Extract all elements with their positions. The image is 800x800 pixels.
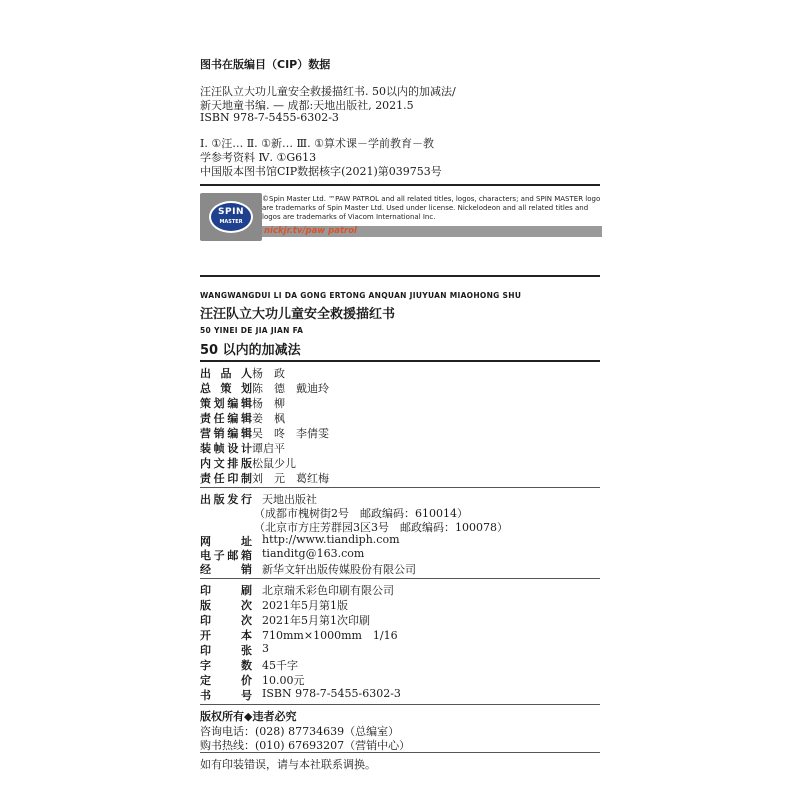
credit-label: 出 品 人 [200, 367, 252, 380]
book-title: 50 以内的加减法 [200, 343, 301, 358]
credit-label: 装 帧 设 计 [200, 442, 252, 455]
cip-line: 汪汪队立大功儿童安全救援描红书. 50以内的加减法/ [200, 85, 456, 98]
print-label: 定 价 [200, 674, 252, 687]
trademark-notice: ©Spin Master Ltd. ™PAW PATROL and all related titles, logos, characters; and SPIN MASTER logo are trademarks of Spin Master Ltd. Used under license. Nickelodeon and all related titles and logos are trademarks of Viacom International Inc. [262, 195, 601, 221]
credit-label: 策 划 编 辑 [200, 397, 252, 410]
publisher-label: 出 版 发 行 [200, 493, 252, 506]
credit-label: 责 任 印 制 [200, 472, 252, 485]
copyright-line: 版权所有◆违者必究 [200, 710, 297, 723]
credit-value: 杨 柳 [252, 397, 285, 410]
distributor-label: 经 销 [200, 563, 252, 576]
replacement-notice: 如有印装错误，请与本社联系调换。 [200, 758, 376, 771]
print-value: 3 [262, 642, 269, 655]
divider [200, 275, 600, 277]
logo-text-top: SPIN [218, 207, 244, 217]
cip-line: Ⅰ. ①汪… Ⅱ. ①新… Ⅲ. ①算术课－学前教育－教 [200, 137, 434, 150]
logo-text-bottom: MASTER [219, 219, 243, 225]
print-label: 开 本 [200, 629, 252, 642]
print-value: 45千字 [262, 659, 298, 672]
series-title: 汪汪队立大功儿童安全救援描红书 [200, 307, 396, 322]
credit-value: 杨 政 [252, 367, 285, 380]
credit-value: 姜 枫 [252, 412, 285, 425]
print-value: 2021年5月第1次印刷 [262, 614, 370, 627]
print-label: 印 张 [200, 644, 252, 657]
credit-value: 陈 德 戴迪玲 [252, 382, 329, 395]
print-label: 印 刷 [200, 584, 252, 597]
credit-value: 松鼠少儿 [252, 457, 296, 470]
credit-value: 谭启平 [252, 442, 285, 455]
cip-heading: 图书在版编目（CIP）数据 [200, 58, 331, 71]
credit-value: 刘 元 葛红梅 [252, 472, 329, 485]
divider [200, 487, 600, 488]
phone-line: 购书热线：(010) 67693207（营销中心） [200, 739, 411, 752]
print-value: 北京瑞禾彩色印刷有限公司 [262, 584, 394, 597]
print-label: 字 数 [200, 659, 252, 672]
credit-value: 吴 咚 李倩雯 [252, 427, 329, 440]
divider [200, 360, 600, 362]
divider [200, 184, 600, 186]
cip-line: 学参考资料 Ⅳ. ①G613 [200, 151, 317, 164]
book-pinyin: 50 YINEI DE JIA JIAN FA [200, 326, 304, 335]
cip-line: ISBN 978-7-5455-6302-3 [200, 111, 339, 124]
divider [200, 704, 600, 705]
print-value: 2021年5月第1版 [262, 599, 348, 612]
print-label: 版 次 [200, 599, 252, 612]
web-link[interactable]: http://www.tiandiph.com [262, 533, 400, 546]
print-label: 印 次 [200, 614, 252, 627]
distributor-value: 新华文轩出版传媒股份有限公司 [262, 563, 416, 576]
publisher-address: （北京市方庄芳群园3区3号 邮政编码：100078） [254, 521, 508, 534]
publisher-address: （成都市槐树街2号 邮政编码：610014） [254, 507, 468, 520]
print-value: 710mm×1000mm 1/16 [262, 629, 398, 642]
divider [200, 752, 600, 753]
nickjr-url: nickjr.tv/paw patrol [264, 226, 357, 236]
spin-master-logo [200, 193, 262, 241]
series-pinyin: WANGWANGDUI LI DA GONG ERTONG ANQUAN JIUYUAN MIAOHONG SHU [200, 291, 522, 300]
nickjr-banner [262, 226, 602, 237]
credit-label: 内 文 排 版 [200, 457, 252, 470]
email-link[interactable]: tianditg@163.com [262, 547, 365, 560]
cip-line: 中国版本图书馆CIP数据核字(2021)第039753号 [200, 165, 442, 178]
print-label: 书 号 [200, 689, 252, 702]
email-label: 电 子 邮 箱 [200, 549, 252, 562]
print-value: ISBN 978-7-5455-6302-3 [262, 687, 401, 700]
credit-label: 责 任 编 辑 [200, 412, 252, 425]
credit-label: 营 销 编 辑 [200, 427, 252, 440]
publisher-name: 天地出版社 [262, 493, 317, 506]
print-value: 10.00元 [262, 674, 305, 687]
phone-line: 咨询电话：(028) 87734639（总编室） [200, 725, 400, 738]
web-label: 网 址 [200, 535, 252, 548]
credit-label: 总 策 划 [200, 382, 252, 395]
divider [200, 578, 600, 579]
spin-master-emblem [209, 201, 253, 233]
cip-line: 新天地童书编. — 成都:天地出版社, 2021.5 [200, 99, 414, 112]
